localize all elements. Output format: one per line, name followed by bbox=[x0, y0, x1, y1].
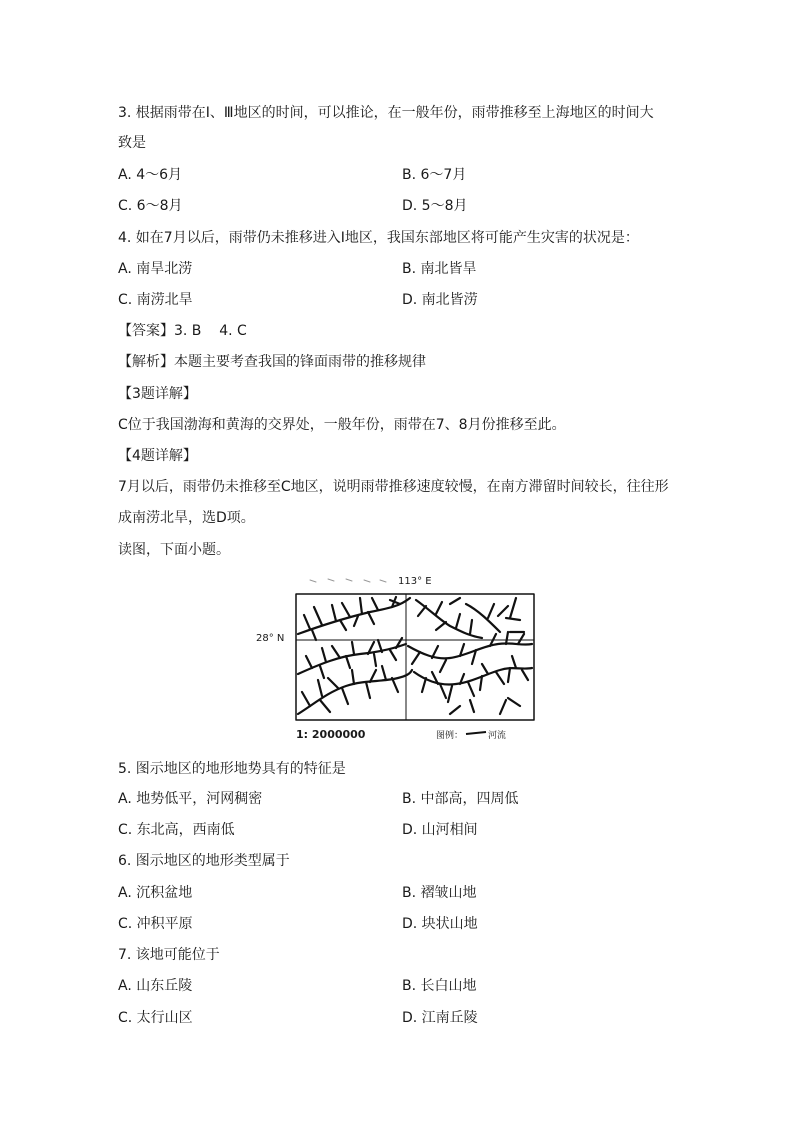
longitude-label: 113° E bbox=[398, 576, 432, 587]
q5-option-a: A. 地势低平，河网稠密 bbox=[118, 791, 263, 807]
legend-river-label: 河流 bbox=[488, 731, 507, 741]
q4-option-c: C. 南涝北旱 bbox=[118, 292, 193, 308]
river bbox=[298, 670, 412, 714]
q5-option-b: B. 中部高，四周低 bbox=[402, 791, 519, 807]
detail3-text: C位于我国渤海和黄海的交界处，一般年份，雨带在7、8月份推移至此。 bbox=[118, 417, 566, 433]
q3-option-c: C. 6～8月 bbox=[118, 198, 183, 214]
q7-option-c: C. 太行山区 bbox=[118, 1010, 193, 1026]
detail4-heading: 【4题详解】 bbox=[118, 448, 197, 464]
river bbox=[414, 668, 532, 685]
river bbox=[408, 643, 532, 658]
detail3-heading: 【3题详解】 bbox=[118, 386, 197, 402]
river-map-figure bbox=[250, 574, 550, 746]
legend-label: 图例： bbox=[436, 731, 464, 741]
q3-option-a: A. 4～6月 bbox=[118, 167, 183, 183]
q3-option-b: B. 6～7月 bbox=[402, 167, 467, 183]
map-scale: 1: 2000000 bbox=[296, 728, 366, 741]
detail4-text-line1: 7月以后，雨带仍未推移至C地区，说明雨带推移速度较慢，在南方滞留时间较长，往往形 bbox=[118, 479, 669, 495]
q3-stem-line1: 3. 根据雨带在Ⅰ、Ⅲ地区的时间，可以推论，在一般年份，雨带推移至上海地区的时间大 bbox=[118, 105, 654, 121]
q3-option-d: D. 5～8月 bbox=[402, 198, 468, 214]
latitude-label: 28° N bbox=[256, 633, 285, 644]
q6-stem: 6. 图示地区的地形类型属于 bbox=[118, 853, 290, 869]
q7-option-a: A. 山东丘陵 bbox=[118, 978, 193, 994]
map-frame bbox=[296, 594, 534, 720]
q4-option-a: A. 南旱北涝 bbox=[118, 261, 193, 277]
q6-option-b: B. 褶皱山地 bbox=[402, 885, 477, 901]
q4-option-b: B. 南北皆旱 bbox=[402, 261, 477, 277]
q4-option-d: D. 南北皆涝 bbox=[402, 292, 478, 308]
map-intro: 读图，下面小题。 bbox=[118, 542, 230, 558]
q6-option-c: C. 冲积平原 bbox=[118, 916, 193, 932]
q7-stem: 7. 该地可能位于 bbox=[118, 947, 220, 963]
analysis-line: 【解析】本题主要考查我国的锋面雨带的推移规律 bbox=[118, 354, 426, 370]
rivers bbox=[298, 597, 532, 714]
river-map-drawing bbox=[250, 574, 550, 746]
q3-stem-line2: 致是 bbox=[118, 135, 146, 151]
q5-stem: 5. 图示地区的地形地势具有的特征是 bbox=[118, 761, 346, 777]
legend-river-symbol bbox=[466, 732, 486, 734]
detail4-text-line2: 成南涝北旱，选D项。 bbox=[118, 510, 255, 526]
q6-option-a: A. 沉积盆地 bbox=[118, 885, 193, 901]
q5-option-c: C. 东北高，西南低 bbox=[118, 822, 235, 838]
q6-option-d: D. 块状山地 bbox=[402, 916, 478, 932]
q7-option-d: D. 江南丘陵 bbox=[402, 1010, 478, 1026]
q7-option-b: B. 长白山地 bbox=[402, 978, 477, 994]
q5-option-d: D. 山河相间 bbox=[402, 822, 478, 838]
answer-line: 【答案】3. B 4. C bbox=[118, 323, 247, 339]
q4-stem: 4. 如在7月以后，雨带仍未推移进入Ⅰ地区，我国东部地区将可能产生灾害的状况是： bbox=[118, 230, 639, 246]
